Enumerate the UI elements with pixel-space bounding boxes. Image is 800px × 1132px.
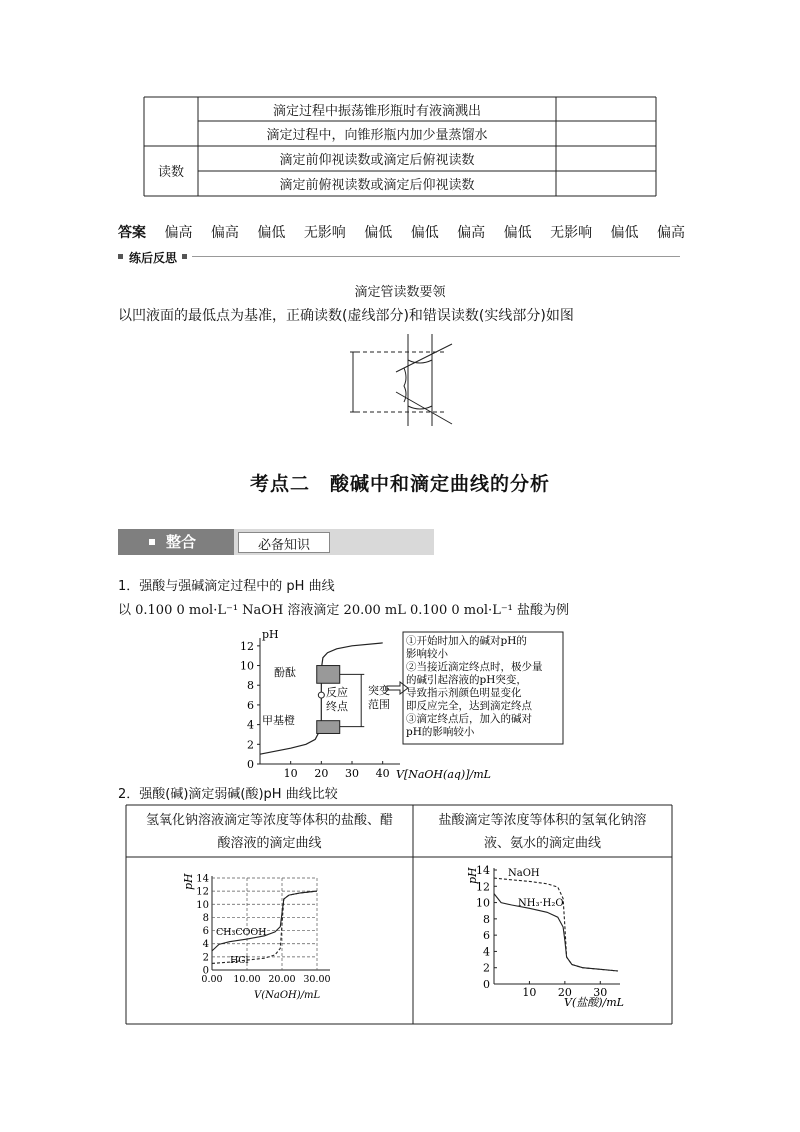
- answer-item: 无影响: [550, 225, 593, 241]
- y-tick-label: 4: [483, 945, 490, 959]
- reflection-tag-label: 练后反思: [129, 251, 178, 265]
- y-tick-label: 0: [247, 758, 254, 771]
- item1-heading: 1．强酸与强碱滴定过程中的 pH 曲线: [118, 579, 335, 594]
- bullet-icon: [118, 254, 123, 259]
- y-tick-label: 6: [247, 698, 254, 712]
- x-tick-label: 20.00: [268, 974, 296, 985]
- note-line: 导致指示剂颜色明显变化: [406, 687, 522, 699]
- note-line: pH的影响较小: [406, 726, 475, 738]
- note-line: ②当接近滴定终点时，极少量: [406, 661, 543, 673]
- knowledge-banner: [118, 529, 434, 555]
- y-tick-label: 8: [247, 679, 254, 693]
- answer-label: 答案: [118, 225, 146, 241]
- arrow-icon: [387, 682, 408, 694]
- y-tick-label: 2: [483, 961, 490, 975]
- answer-item: 偏低: [364, 225, 393, 241]
- table-cell-condition: 滴定前俯视读数或滴定后仰视读数: [279, 178, 475, 193]
- y-tick-label: 6: [483, 929, 490, 943]
- label-nh3: NH₃·H₂O: [518, 898, 564, 909]
- label-methyl-orange: 甲基橙: [262, 714, 295, 727]
- y-tick-label: 14: [196, 873, 209, 885]
- item1-description: 以 0.100 0 mol·L⁻¹ NaOH 溶液滴定 20.00 mL 0.100 0 mol·L⁻¹ 盐酸为例: [118, 603, 570, 618]
- label-naoh: NaOH: [508, 868, 540, 879]
- chart2-ylabel: pH: [182, 873, 195, 890]
- x-tick-label: 40: [375, 767, 390, 780]
- table-cell-group: 读数: [157, 165, 184, 180]
- chart3-ylabel: pH: [466, 867, 479, 884]
- compare-header-left: 氢氧化钠溶液滴定等浓度等体积的盐酸、醋: [145, 813, 393, 828]
- compare-header-left: 酸溶液的滴定曲线: [217, 836, 322, 851]
- banner-label: 必备知识: [257, 538, 310, 553]
- y-tick-label: 10: [240, 659, 254, 673]
- label-jump-range: 范围: [368, 698, 390, 711]
- chart1-xlabel: V[NaOH(aq)]/mL: [396, 768, 491, 780]
- section-title: 考点二 酸碱中和滴定曲线的分析: [249, 473, 550, 495]
- divider: [192, 256, 680, 257]
- banner-badge: 整合: [166, 533, 197, 551]
- table-cell-condition: 滴定前仰视读数或滴定后俯视读数: [279, 153, 475, 168]
- answer-item: 偏高: [164, 225, 193, 241]
- answer-item: 无影响: [303, 225, 346, 241]
- y-tick-label: 0: [483, 978, 490, 991]
- x-tick-label: 0.00: [201, 974, 223, 985]
- burette-diagram: [340, 330, 480, 430]
- bullet-icon: [149, 539, 155, 545]
- note-line: ③滴定终点后，加入的碱对: [406, 713, 532, 725]
- methyl-orange-range: [317, 721, 340, 734]
- chart-hcl-titration: [460, 856, 635, 1012]
- answer-line: [118, 222, 685, 242]
- x-tick-label: 30: [593, 986, 608, 999]
- endpoint-marker: [318, 692, 324, 698]
- y-tick-label: 2: [247, 738, 254, 752]
- x-tick-label: 20: [314, 767, 329, 780]
- answer-item: 偏低: [503, 225, 532, 241]
- y-tick-label: 10: [196, 899, 209, 911]
- note-line: 即反应完全，达到滴定终点: [406, 700, 532, 712]
- x-tick-label: 10: [522, 986, 537, 999]
- table-cell-condition: 滴定过程中，向锥形瓶内加少量蒸馏水: [266, 128, 488, 143]
- y-tick-label: 4: [247, 718, 254, 732]
- note-line: 影响较小: [406, 648, 448, 660]
- compare-header-right: 盐酸滴定等浓度等体积的氢氧化钠溶: [438, 813, 647, 828]
- y-tick-label: 6: [202, 926, 209, 938]
- ch3cooh-curve: [212, 891, 317, 951]
- x-tick-label: 10: [283, 767, 298, 780]
- label-jump-range: 突变: [368, 684, 390, 697]
- x-tick-label: 30: [345, 767, 359, 780]
- label-endpoint: 终点: [326, 700, 348, 713]
- reflection-tag: [118, 249, 680, 265]
- answer-item: 偏低: [610, 225, 639, 241]
- chart-naoh-titration: [180, 866, 355, 1006]
- y-tick-label: 14: [476, 864, 490, 877]
- label-hcl: HCl: [230, 955, 249, 966]
- table-cell-condition: 滴定过程中振荡锥形瓶时有液滴溅出: [272, 104, 481, 119]
- x-tick-label: 30.00: [303, 974, 331, 985]
- chart2-xlabel: V(NaOH)/mL: [254, 990, 321, 1001]
- answer-item: 偏高: [210, 225, 239, 241]
- reflection-title: 滴定管读数要领: [354, 285, 446, 300]
- label-ch3cooh: CH₃COOH: [216, 927, 267, 938]
- answer-item: 偏高: [457, 225, 486, 241]
- y-tick-label: 12: [240, 639, 254, 653]
- note-line: 的碱引起溶液的pH突变，: [406, 674, 527, 686]
- note-line: ①开始时加入的碱对pH的: [406, 635, 527, 647]
- y-tick-label: 0: [202, 965, 209, 977]
- phenolphthalein-range: [317, 666, 340, 684]
- item2-heading: 2．强酸(碱)滴定弱碱(酸)pH 曲线比较: [118, 787, 338, 802]
- reflection-text: 以凹液面的最低点为基准，正确读数(虚线部分)和错误读数(实线部分)如图: [118, 308, 574, 324]
- label-phenolphthalein: 酚酞: [274, 666, 296, 679]
- answer-item: 偏低: [257, 225, 286, 241]
- naoh-curve: [494, 878, 618, 971]
- bullet-icon: [182, 254, 187, 259]
- y-tick-label: 12: [476, 880, 490, 894]
- chart3-axes: [494, 868, 620, 984]
- chart-strong-acid-base: [230, 624, 570, 780]
- chart1-ylabel: pH: [262, 628, 279, 641]
- y-tick-label: 8: [202, 912, 209, 924]
- compare-header-right: 液、氨水的滴定曲线: [483, 836, 601, 851]
- y-tick-label: 10: [476, 896, 490, 910]
- answer-item: 偏高: [656, 225, 685, 241]
- x-tick-label: 20: [557, 986, 572, 999]
- chart3-xlabel: V(盐酸)/mL: [564, 996, 624, 1009]
- y-tick-label: 2: [202, 952, 209, 964]
- label-endpoint: 反应: [326, 686, 348, 699]
- y-tick-label: 8: [483, 912, 490, 926]
- y-tick-label: 12: [196, 886, 209, 898]
- x-tick-label: 10.00: [233, 974, 261, 985]
- answer-item: 偏低: [410, 225, 439, 241]
- y-tick-label: 4: [202, 939, 209, 951]
